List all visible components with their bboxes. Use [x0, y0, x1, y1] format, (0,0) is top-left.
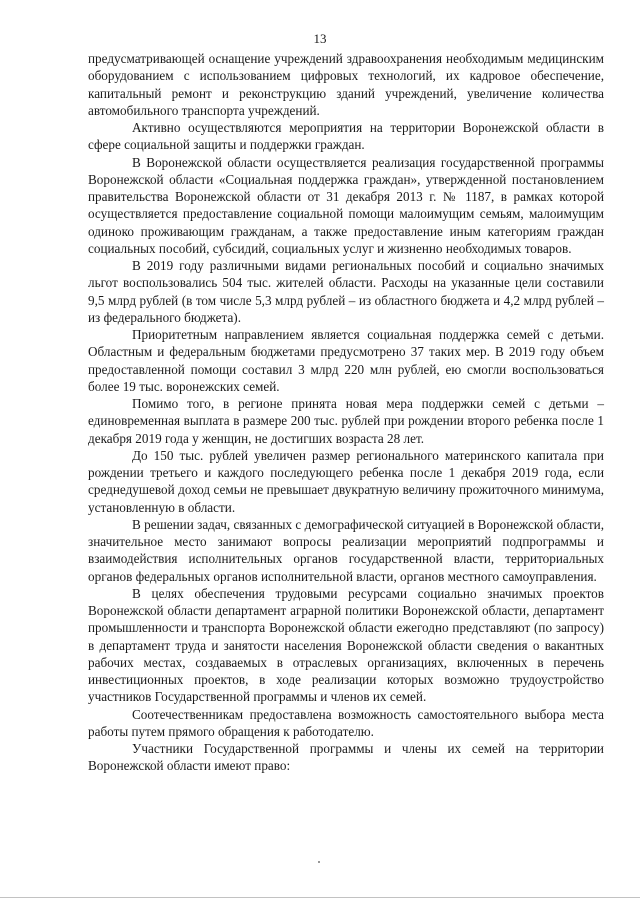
paragraph-state-program: В Воронежской области осуществляется реализация государственной программы Воронежской области «Социальная поддержка граждан», утвержденной постановлением правительства Воронежской области от 31 декабря 2013 г. № 1187, в рамках которой осуществляется предоставление социальной помощи малоимущим семьям, малоимущим одиноко проживающим гражданам, а также предоставление иным категориям граждан социальных пособий, субсидий, социальных услуг и жизненно необходимых товаров.: [88, 154, 604, 256]
paragraph-healthcare-continuation: предусматривающей оснащение учреждений здравоохранения необходимым медицинским оборудованием с использованием цифровых технологий, их кадровое обеспечение, капитальный ремонт и реконструкцию зданий учреждений, увеличение количества автомобильного транспорта учреждений.: [88, 51, 604, 118]
scan-speck: [318, 861, 320, 863]
page-number: 13: [313, 31, 327, 46]
scan-bottom-edge: [0, 897, 640, 898]
paragraph-labor-resources: В целях обеспечения трудовыми ресурсами социально значимых проектов Воронежской области департамент аграрной политики Воронежской области, департамент промышленности и транспорта Воронежской области ежегодно представляют (по запросу) в департамент труда и занятости населения Воронежской области сведения о вакантных рабочих местах, создаваемых в отраслевых организациях, включенных в перечень инвестиционных проектов, в ходе реализации которых возможно трудоустройство участников Государственной программы и членов их семей.: [88, 585, 604, 705]
paragraph-participants-rights: Участники Государственной программы и члены их семей на территории Воронежской области имеют право:: [88, 741, 604, 774]
paragraph-compatriots-employment: Соотечественникам предоставлена возможность самостоятельного выбора места работы путем прямого обращения к работодателю.: [88, 706, 604, 739]
paragraph-social-protection: Активно осуществляются мероприятия на территории Воронежской области в сфере социальной защиты и поддержки граждан.: [88, 120, 604, 153]
paragraph-2019-benefits: В 2019 году различными видами региональных пособий и социально значимых льгот воспользовались 504 тыс. жителей области. Расходы на указанные цели составили 9,5 млрд рублей (в том числе 5,3 млрд рублей – из областного бюджета и 4,2 млрд рублей – из федерального бюджета).: [88, 258, 604, 325]
paragraph-demographic-tasks: В решении задач, связанных с демографической ситуацией в Воронежской области, значительное место занимают вопросы реализации мероприятий подпрограммы и взаимодействия исполнительных органов государственной власти, территориальных органов федеральных органов исполнительной власти, органов местного самоуправления.: [88, 516, 604, 584]
paragraph-lump-sum-payment: Помимо того, в регионе принята новая мера поддержки семей с детьми – единовременная выплата в размере 200 тыс. рублей при рождении второго ребенка после 1 декабря 2019 года у женщин, не достигших возраста 28 лет.: [88, 396, 604, 446]
paragraph-family-support: Приоритетным направлением является социальная поддержка семей с детьми. Областным и федеральным бюджетами предусмотрено 37 таких мер. В 2019 году объем предоставленной помощи составил 3 млрд 220 млн рублей, ею смогли воспользоваться более 19 тыс. воронежских семей.: [88, 327, 604, 394]
body-text: [88, 50, 604, 775]
paragraph-maternity-capital: До 150 тыс. рублей увеличен размер регионального материнского капитала при рождении третьего и каждого последующего ребенка после 1 декабря 2019 года, если среднедушевой доход семьи не превышает двукратную величину прожиточного минимума, установленную в области.: [88, 447, 604, 515]
